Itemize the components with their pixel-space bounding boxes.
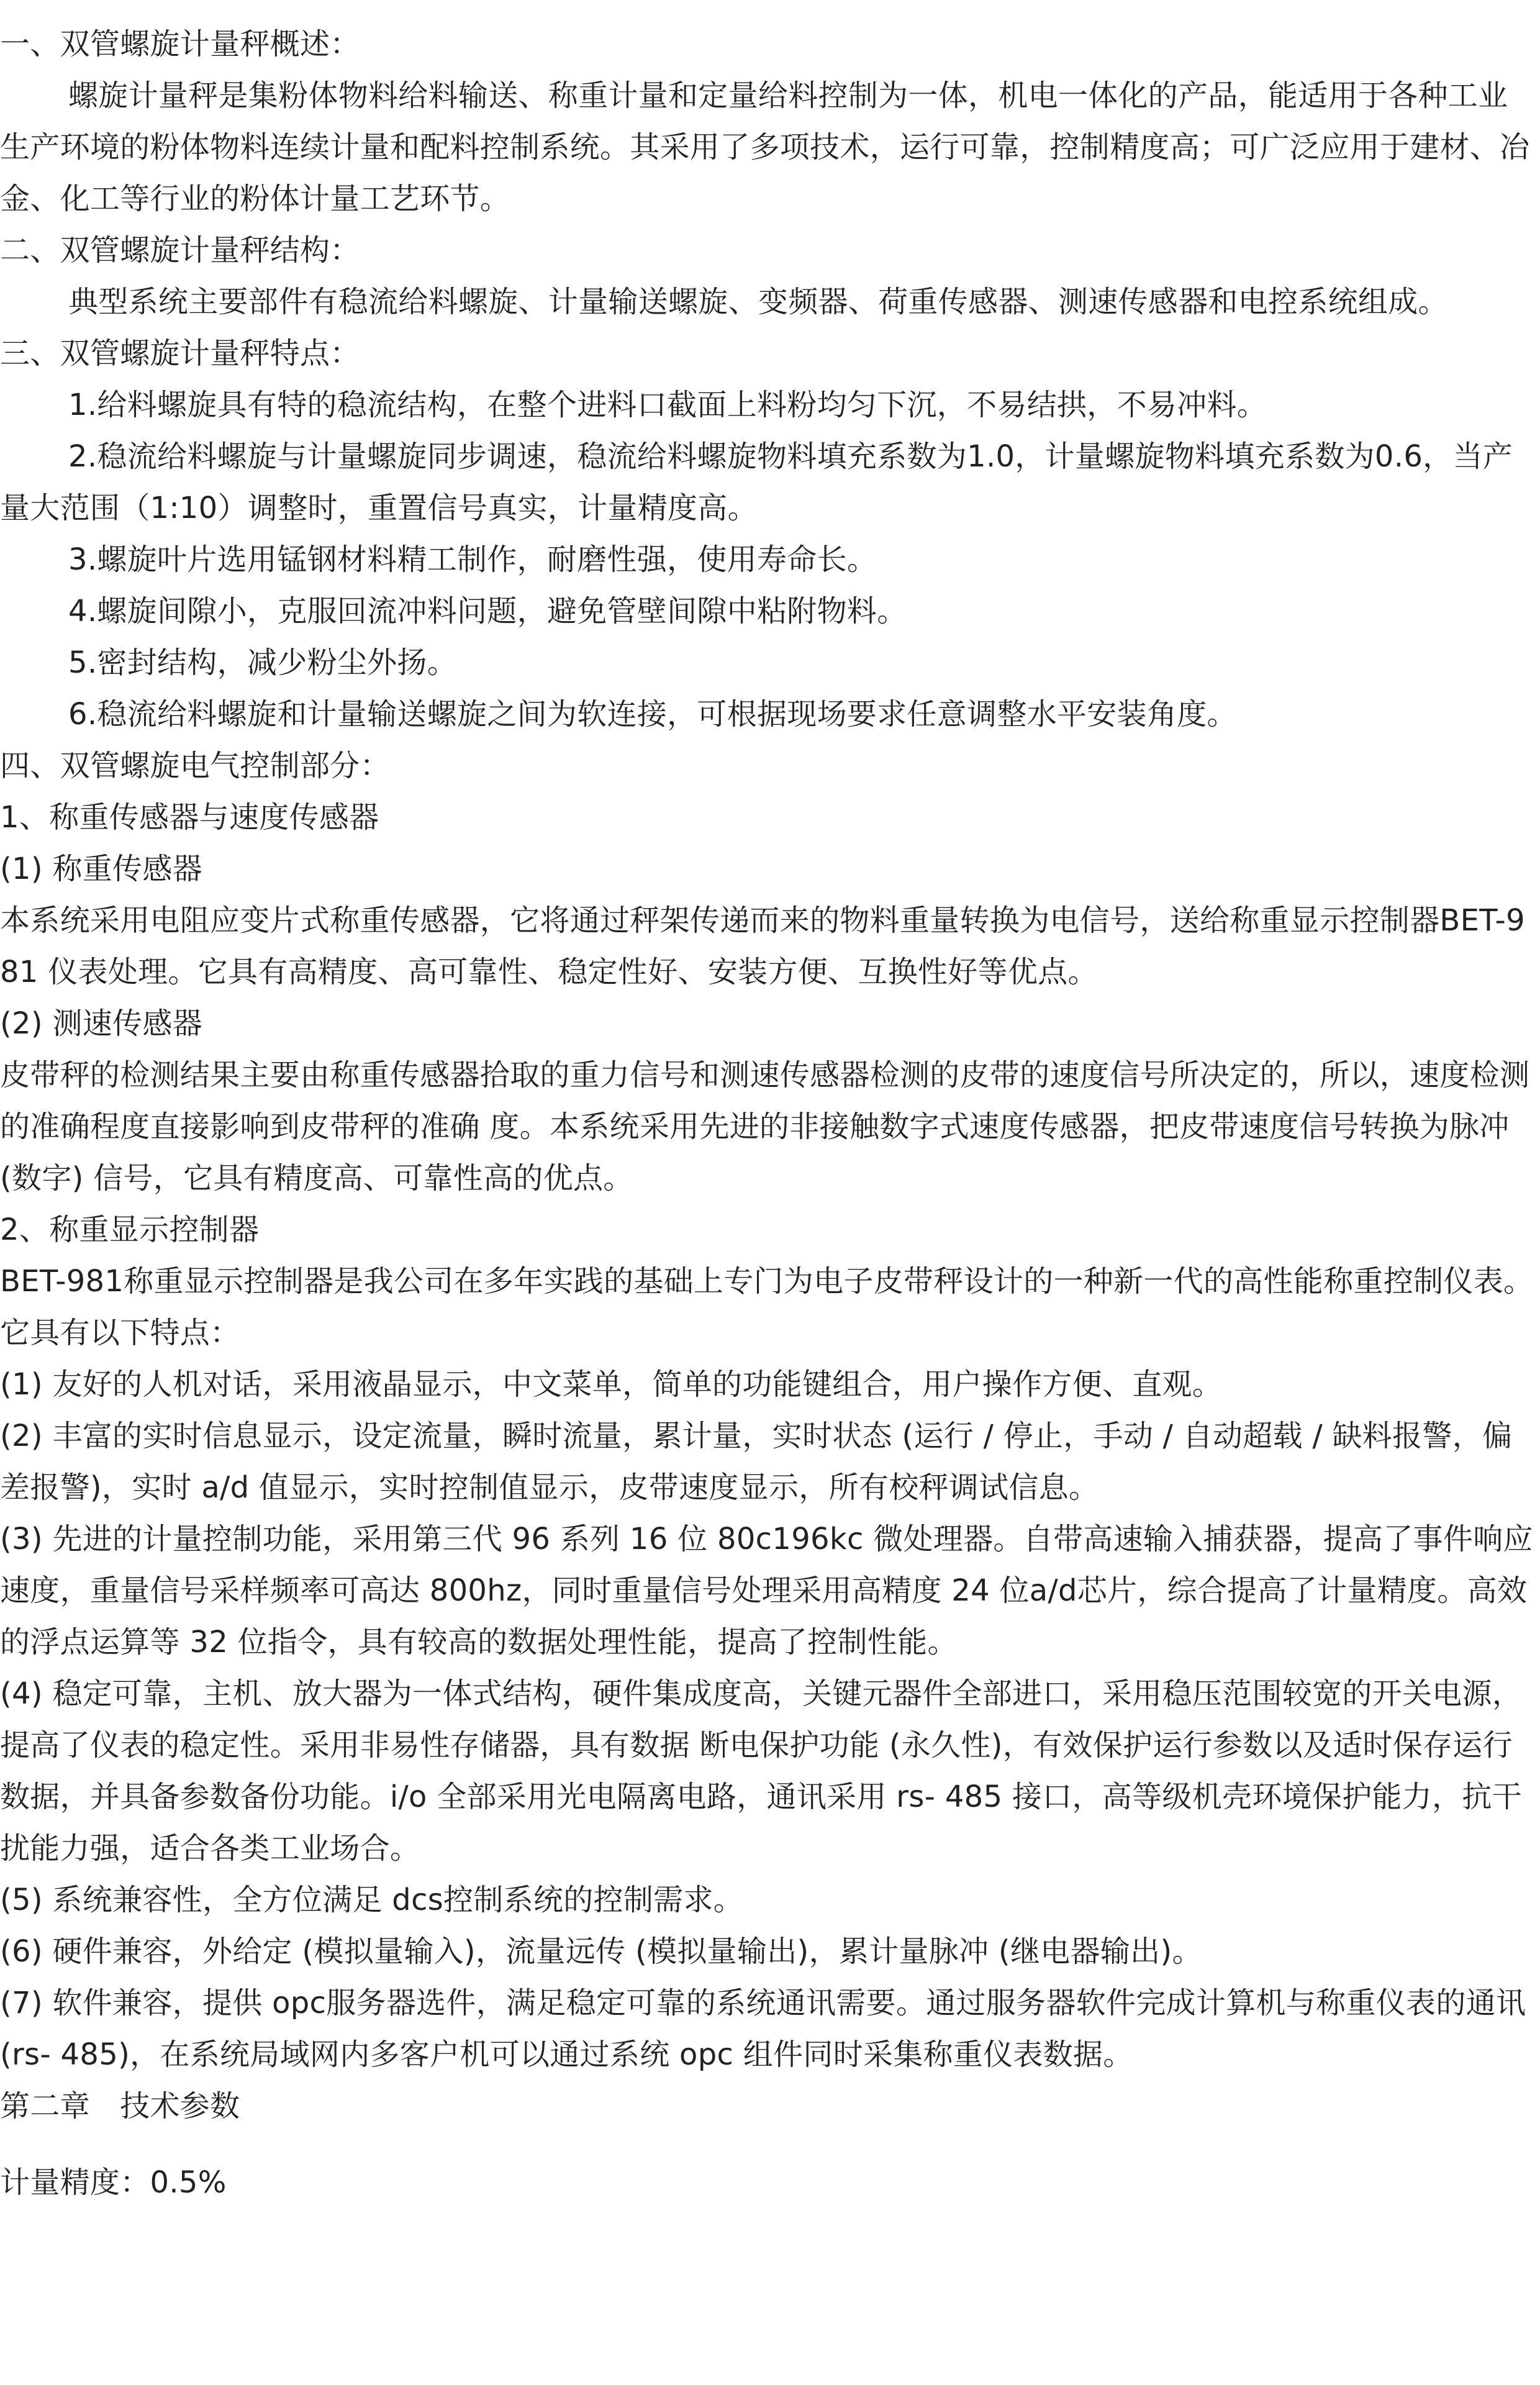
chapter-two-heading: 第二章 技术参数 [0,2089,240,2124]
structure-body: 典型系统主要部件有稳流给料螺旋、计量输送螺旋、变频器、荷重传感器、测速传感器和电控系统组成。 [68,284,1448,319]
controller-point-4: (4) 稳定可靠，主机、放大器为一体式结构，硬件集成度高，关键元器件全部进口，采用稳压范围较宽的开关电源，提高了仪表的稳定性。采用非易性存储器，具有数据 断电保护功能 (永久性)，有效保护运行参数以及适时保存运行数据，并具备参数备份功能。i/o 全部采用光电隔离电路，通讯采用 rs- 485 接口，高等级机壳环境保护能力，抗干扰能力强，适合各类工业场合。 [0,1676,1523,1866]
controller-point-1: (1) 友好的人机对话，采用液晶显示，中文菜单，简单的功能键组合，用户操作方便、直观。 [0,1367,1223,1402]
load-cell-body: 本系统采用电阻应变片式称重传感器，它将通过秤架传递而来的物料重量转换为电信号，送给称重显示控制器BET-981 仪表处理。它具有高精度、高可靠性、稳定性好、安装方便、互换性好等优点。 [0,903,1525,989]
controller-point-6: (6) 硬件兼容，外给定 (模拟量输入)，流量远传 (模拟量输出)，累计量脉冲 (继电器输出)。 [0,1934,1202,1969]
controller-point-2: (2) 丰富的实时信息显示，设定流量，瞬时流量，累计量，实时状态 (运行 / 停止，手动 / 自动超载 / 缺料报警，偏差报警)，实时 a/d 值显示，实时控制值显示，皮带速度显示，所有校秤调试信息。 [0,1419,1513,1505]
sub-sensors: 1、称重传感器与速度传感器 [0,800,379,835]
sub-controller: 2、称重显示控制器 [0,1212,260,1247]
feature-3: 3.螺旋叶片选用锰钢材料精工制作，耐磨性强，使用寿命长。 [68,542,877,577]
heading-features: 三、双管螺旋计量秤特点： [0,336,360,371]
controller-body: BET-981称重显示控制器是我公司在多年实践的基础上专门为电子皮带秤设计的一种新一代的高性能称重控制仪表。它具有以下特点： [0,1264,1534,1350]
controller-point-3: (3) 先进的计量控制功能，采用第三代 96 系列 16 位 80c196kc 微处理器。自带高速输入捕获器，提高了事件响应速度，重量信号采样频率可高达 800hz，同时重量信号处理采用高精度 24 位a/d芯片，综合提高了计量精度。高效的浮点运算等 32 位指令，具有较高的数据处理性能，提高了控制性能。 [0,1522,1533,1660]
controller-point-7: (7) 软件兼容，提供 opc服务器选件，满足稳定可靠的系统通讯需要。通过服务器软件完成计算机与称重仪表的通讯 (rs- 485)，在系统局域网内多客户机可以通过系统 opc 组件同时采集称重仪表数据。 [0,1986,1526,2072]
feature-6: 6.稳流给料螺旋和计量输送螺旋之间为软连接，可根据现场要求任意调整水平安装角度。 [68,697,1237,732]
controller-point-5: (5) 系统兼容性，全方位满足 dcs控制系统的控制需求。 [0,1883,744,1917]
speed-sensor-body: 皮带秤的检测结果主要由称重传感器拾取的重力信号和测速传感器检测的皮带的速度信号所决定的，所以，速度检测的准确程度直接影响到皮带秤的准确 度。本系统采用先进的非接触数字式速度传感器，把皮带速度信号转换为脉冲 (数字) 信号，它具有精度高、可靠性高的优点。 [0,1058,1530,1196]
sub-speed-sensor: (2) 测速传感器 [0,1006,202,1041]
heading-electrical: 四、双管螺旋电气控制部分： [0,748,390,783]
heading-structure: 二、双管螺旋计量秤结构： [0,233,360,268]
heading-overview: 一、双管螺旋计量秤概述： [0,27,360,61]
feature-5: 5.密封结构，减少粉尘外扬。 [68,645,457,680]
feature-2: 2.稳流给料螺旋与计量螺旋同步调速，稳流给料螺旋物料填充系数为1.0，计量螺旋物料填充系数为0.6，当产量大范围（1:10）调整时，重置信号真实，计量精度高。 [0,439,1513,525]
feature-1: 1.给料螺旋具有特的稳流结构，在整个进料口截面上料粉均匀下沉，不易结拱，不易冲料。 [68,388,1267,422]
feature-4: 4.螺旋间隙小，克服回流冲料问题，避免管壁间隙中粘附物料。 [68,594,907,629]
sub-load-cell: (1) 称重传感器 [0,852,202,886]
accuracy-line-partial: 计量精度：0.5% [0,2165,227,2200]
overview-body: 螺旋计量秤是集粉体物料给料输送、称重计量和定量给料控制为一体，机电一体化的产品，能适用于各种工业生产环境的粉体物料连续计量和配料控制系统。其采用了多项技术，运行可靠，控制精度高；可广泛应用于建材、冶金、化工等行业的粉体计量工艺环节。 [0,78,1530,216]
